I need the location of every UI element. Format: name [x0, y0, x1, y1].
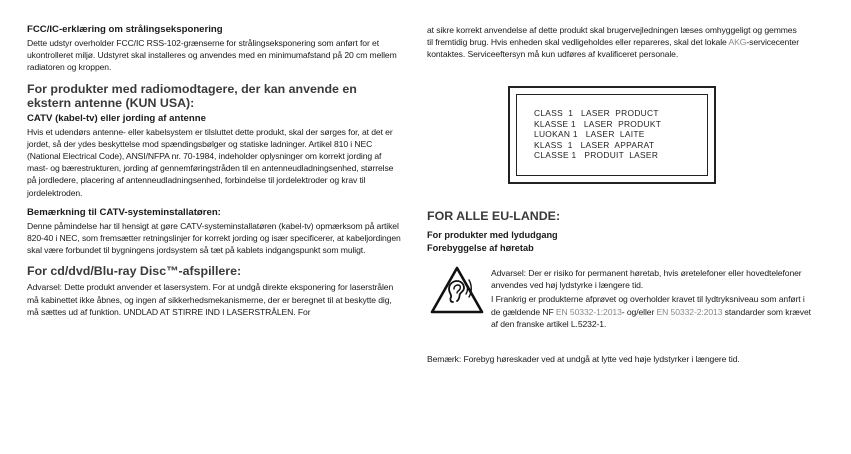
right-column: [427, 24, 799, 63]
laser-line: KLASSE 1 LASER PRODUKT: [534, 118, 662, 129]
catv-paragraph: Hvis et udendørs antenne- eller kabelsystem er tilsluttet dette produkt, skal der sørges for, at det er jordet, så der ydes beskyttelse mod spændingsbølger og statiske ladninger. Artikel 810 i NEC (National Electrical Code), ANSI/NFPA nr. 70-1984, indeholder oplysninger om korrekt jording af mast- og bærestrukturen, jording af gennemføringstråden til en antenneudladningsenhed, størrelse på jordledere, placering af antenneudladningsenhed, forbindelse til jordelektroder og krav til jordelektroden.: [27, 126, 394, 198]
disc-player-paragraph: Advarsel: Dette produkt anvender et lasersystem. For at undgå direkte eksponering for laserstrålen må kabinettet ikke åbnes, og ingen af sikkerhedsmekanismerne, der er beregnet til at beskytte dig, må sættes ud af funktion. UNDLAD AT STIRRE IND I LASERSTRÅLEN. For: [27, 282, 394, 317]
hearing-warning-text: [491, 267, 811, 332]
laser-line: CLASSE 1 PRODUIT LASER: [534, 150, 659, 161]
hearing-loss-subheading: Forebyggelse af høretab: [427, 243, 534, 253]
laser-line: KLASS 1 LASER APPARAT: [534, 139, 655, 150]
laser-line: LUOKAN 1 LASER LAITE: [534, 129, 645, 140]
hearing-warning-paragraph: Advarsel: Der er risiko for permanent høretab, hvis øretelefoner eller hovedtelefoner anvendes ved høj lydstyrke i længere tid.: [491, 268, 802, 291]
hearing-remark: Bemærk: Forebyg høreskader ved at undgå at lytte ved høje lydstyrker i længere tid.: [427, 354, 740, 364]
usa-antenna-heading: For produkter med radiomodtagere, der kan anvende en ekstern antenne (KUN USA):: [27, 81, 357, 110]
standard-reference: EN 50332-2:2013: [656, 306, 723, 317]
laser-continued-paragraph: at sikre korrekt anvendelse af dette produkt skal brugervejledningen læses omhyggeligt og gemmes til fremtidig brug. Hvis enheden skal vedligeholdes eller repareres, skal det lokale AKG-servicecenter kontaktes. Serviceeftersyn må kun udføres af kvalificeret personale.: [427, 25, 799, 60]
disc-player-heading: For cd/dvd/Blu-ray Disc™-afspillere:: [27, 264, 242, 279]
left-column: [27, 24, 403, 320]
laser-class-label: [508, 86, 716, 184]
catv-installer-note-paragraph: Denne påmindelse har til hensigt at gøre CATV-systeminstallatøren (kabel-tv) opmærksom på artikel 820-40 i NEC, som fremsætter retningslinjer for korrekt jording og især specificerer, at kabeljordingen skal være forbundet til bygningens jordsystem så tæt på kablets indgangspunkt som muligt.: [27, 220, 401, 256]
france-standards-paragraph: I Frankrig er produkterne afprøvet og overholder kravet til lydtryksniveau som anført i de gældende NF EN 50332-1:2013- og/eller EN 50332-2:2013 standarder som krævet af den franske artikel L.5232-1.: [491, 294, 811, 329]
fcc-paragraph: Dette udstyr overholder FCC/IC RSS-102-grænserne for strålingseksponering som anført for et ukontrolleret miljø. Udstyret skal installeres og anvendes med en minimumafstand på 20 cm mellem radiatoren og kroppen.: [27, 38, 397, 73]
brand-name: AKG: [728, 37, 747, 48]
laser-class-lines: [534, 108, 661, 161]
standard-reference: EN 50332-1:2013: [555, 306, 622, 317]
catv-installer-note-heading: Bemærkning til CATV-systeminstallatøren:: [27, 206, 221, 218]
laser-line: CLASS 1 LASER PRODUCT: [534, 108, 659, 118]
eu-heading: FOR ALLE EU-LANDE:: [427, 209, 561, 223]
catv-heading: CATV (kabel-tv) eller jording af antenne: [27, 112, 206, 124]
hearing-warning-icon: [430, 266, 484, 314]
audio-output-subheading: For produkter med lydudgang: [427, 230, 558, 240]
fcc-heading: FCC/IC-erklæring om strålingseksponering: [27, 24, 223, 35]
